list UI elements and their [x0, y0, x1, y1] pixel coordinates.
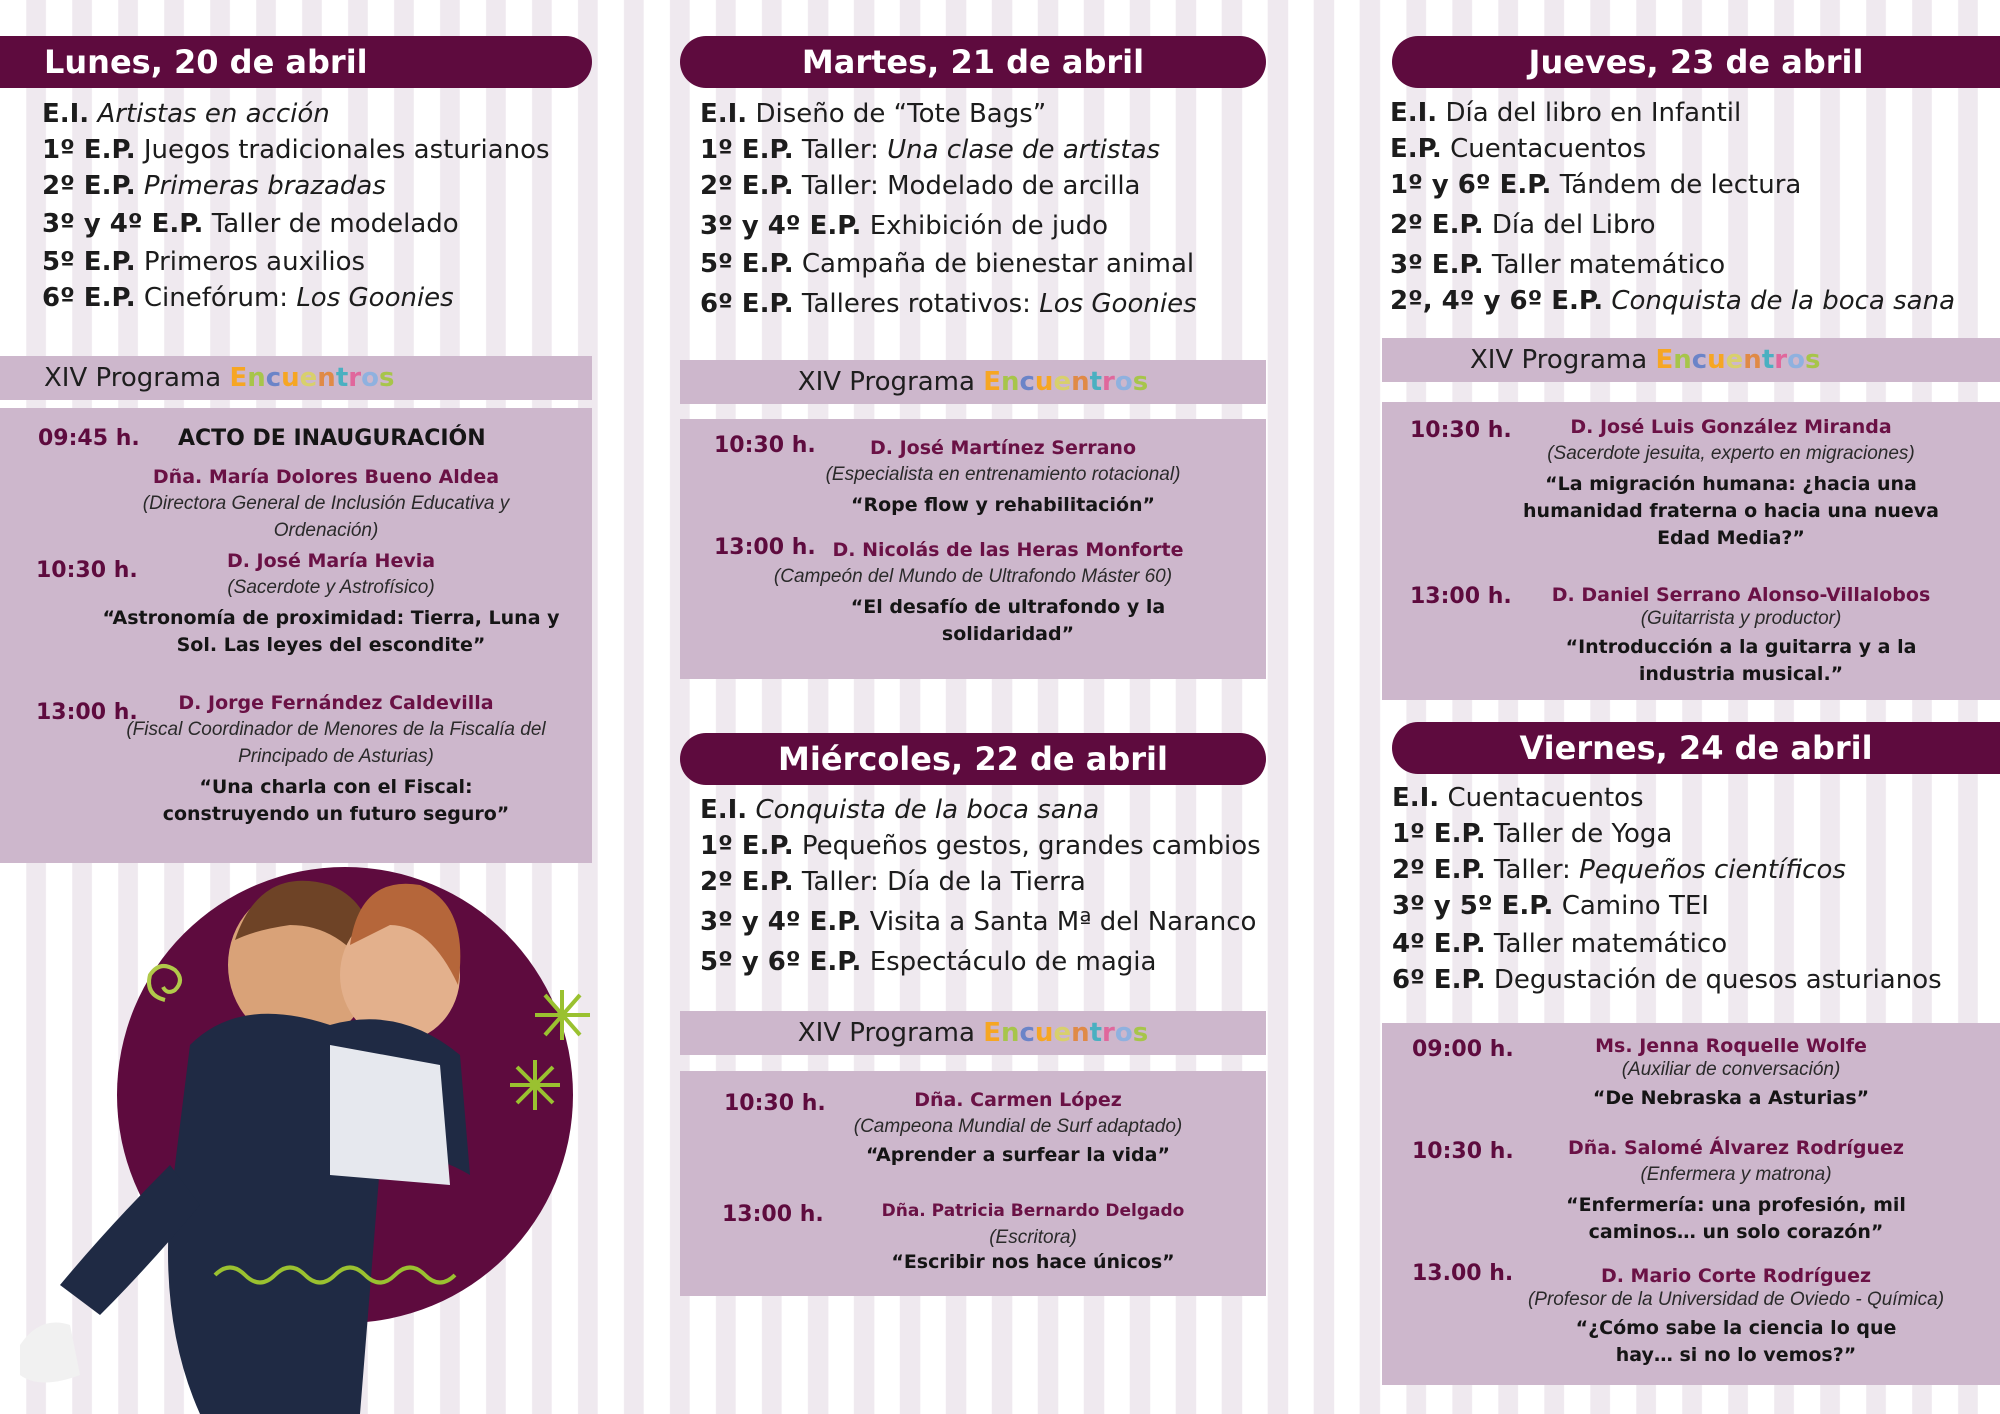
- talk-speaker: D. Nicolás de las Heras Monforte: [832, 539, 1184, 561]
- friday-activities: [1392, 780, 1942, 998]
- encuentros-word: Encuentros: [983, 367, 1149, 397]
- talk-title: “¿Cómo sabe la ciencia lo que hay… si no lo vemos?”: [1575, 1317, 1897, 1366]
- talk-title: “Rope flow y rehabilitación”: [850, 494, 1156, 516]
- talk-speaker: D. Daniel Serrano Alonso-Villalobos: [1551, 584, 1931, 606]
- talk-speaker: Dña. Salomé Álvarez Rodríguez: [1568, 1137, 1904, 1159]
- talk-speaker: D. José María Hevia: [226, 550, 436, 572]
- talk-speaker: Dña. Patricia Bernardo Delgado: [881, 1201, 1185, 1221]
- activity-item: 2º E.P. Taller: Día de la Tierra: [700, 867, 1086, 897]
- activity-item: 2º, 4º y 6º E.P. Conquista de la boca sana: [1390, 286, 1956, 316]
- talk-title: “Una charla con el Fiscal: construyendo un futuro seguro”: [162, 776, 510, 825]
- tuesday-talks-panel: [680, 419, 1266, 679]
- wednesday-heading: Miércoles, 22 de abril: [680, 733, 1266, 785]
- activity-item: E.I. Conquista de la boca sana: [700, 795, 1100, 825]
- talk-time: 13:00 h.: [722, 1202, 824, 1227]
- talk-time: 13:00 h.: [36, 700, 138, 725]
- thursday-talks-panel: [1382, 402, 2000, 700]
- activity-item: 5º E.P. Primeros auxilios: [42, 247, 366, 277]
- tuesday-heading: Martes, 21 de abril: [680, 36, 1266, 88]
- talk-role: (Especialista en entrenamiento rotacional): [825, 464, 1181, 485]
- talk-time: 09:00 h.: [1412, 1037, 1514, 1062]
- wednesday-activities: [700, 792, 1261, 980]
- monday-talks-panel: [0, 408, 592, 863]
- monday-activities: [42, 96, 550, 316]
- talk-title: “El desafío de ultrafondo y la solidaridad”: [850, 596, 1166, 645]
- talk-speaker: Dña. María Dolores Bueno Aldea: [152, 466, 500, 488]
- talk-speaker: D. Jorge Fernández Caldevilla: [178, 692, 494, 714]
- activity-item: E.P. Cuentacuentos: [1390, 134, 1647, 164]
- talk-speaker: D. José Luis González Miranda: [1570, 416, 1892, 438]
- activity-item: 1º E.P. Pequeños gestos, grandes cambios: [700, 831, 1261, 861]
- talk-speaker: D. José Martínez Serrano: [869, 437, 1137, 459]
- activity-item: 1º E.P. Taller: Una clase de artistas: [700, 135, 1161, 165]
- activity-item: 6º E.P. Talleres rotativos: Los Goonies: [700, 289, 1197, 319]
- talk-title: “Introducción a la guitarra y a la industria musical.”: [1565, 636, 1917, 685]
- talk-role: (Sacerdote jesuita, experto en migraciones): [1547, 443, 1915, 464]
- program-header: XIV Programa Encuentros: [680, 360, 1266, 404]
- talk-speaker: Ms. Jenna Roquelle Wolfe: [1595, 1035, 1867, 1057]
- program-header: XIV Programa Encuentros: [680, 1011, 1266, 1055]
- activity-item: 3º y 5º E.P. Camino TEI: [1392, 891, 1709, 921]
- talk-role: (Enfermera y matrona): [1640, 1164, 1832, 1185]
- friday-talks-panel: [1382, 1023, 2000, 1385]
- talk-role: (Guitarrista y productor): [1640, 608, 1842, 629]
- activity-item: 4º E.P. Taller matemático: [1392, 929, 1728, 959]
- activity-item: 2º E.P. Taller: Pequeños científicos: [1392, 855, 1846, 885]
- talk-role: (Campeón del Mundo de Ultrafondo Máster 60): [773, 566, 1173, 587]
- talk-title: “Aprender a surfear la vida”: [866, 1144, 1170, 1166]
- talk-role: (Fiscal Coordinador de Menores de la Fiscalía del Principado de Asturias): [126, 719, 546, 767]
- talk-role: (Auxiliar de conversación): [1621, 1059, 1841, 1080]
- program-header: XIV Programa Encuentros: [0, 356, 592, 400]
- talk-title: “Escribir nos hace únicos”: [891, 1251, 1175, 1273]
- children-photo: [0, 845, 592, 1414]
- activity-item: 6º E.P. Cinefórum: Los Goonies: [42, 283, 454, 313]
- monday-heading: Lunes, 20 de abril: [0, 36, 592, 88]
- talk-entry: [0, 418, 592, 541]
- activity-item: 1º E.P. Taller de Yoga: [1392, 819, 1673, 849]
- talk-headline: ACTO DE INAUGURACIÓN: [178, 426, 486, 451]
- thursday-activities: [1390, 95, 1955, 319]
- talk-title: “La migración humana: ¿hacia una humanidad fraterna o hacia una nueva Edad Media?”: [1523, 473, 1939, 549]
- activity-item: 3º y 4º E.P. Exhibición de judo: [700, 211, 1108, 241]
- activity-item: E.I. Artistas en acción: [42, 99, 330, 129]
- activity-item: 3º y 4º E.P. Taller de modelado: [42, 209, 459, 239]
- activity-item: E.I. Diseño de “Tote Bags”: [700, 99, 1047, 129]
- activity-item: 3º E.P. Taller matemático: [1390, 250, 1726, 280]
- activity-item: 1º y 6º E.P. Tándem de lectura: [1390, 170, 1802, 200]
- talk-title: “Astronomía de proximidad: Tierra, Luna y Sol. Las leyes del escondite”: [102, 607, 560, 656]
- activity-item: 5º y 6º E.P. Espectáculo de magia: [700, 947, 1157, 977]
- talk-title: “De Nebraska a Asturias”: [1592, 1087, 1870, 1109]
- wednesday-talks-panel: [680, 1071, 1266, 1296]
- activity-item: 6º E.P. Degustación de quesos asturianos: [1392, 965, 1942, 995]
- activity-item: 3º y 4º E.P. Visita a Santa Mª del Naranco: [700, 907, 1257, 937]
- talk-role: (Directora General de Inclusión Educativa y Ordenación): [142, 493, 510, 541]
- talk-speaker: D. Mario Corte Rodríguez: [1600, 1265, 1872, 1287]
- encuentros-word: Encuentros: [983, 1018, 1149, 1048]
- activity-item: 2º E.P. Primeras brazadas: [42, 171, 386, 201]
- activity-item: 5º E.P. Campaña de bienestar animal: [700, 249, 1195, 279]
- talk-time: 13.00 h.: [1412, 1261, 1514, 1286]
- talk-role: (Escritora): [989, 1227, 1077, 1248]
- activity-item: 1º E.P. Juegos tradicionales asturianos: [42, 135, 550, 165]
- encuentros-word: Encuentros: [229, 363, 395, 393]
- talk-speaker: Dña. Carmen López: [914, 1089, 1122, 1111]
- talk-role: (Campeona Mundial de Surf adaptado): [853, 1116, 1183, 1137]
- talk-time: 10:30 h.: [714, 433, 816, 458]
- talk-time: 10:30 h.: [1410, 418, 1512, 443]
- tuesday-activities: [700, 96, 1197, 322]
- friday-heading: Viernes, 24 de abril: [1392, 722, 2000, 774]
- talk-time: 09:45 h.: [38, 426, 140, 451]
- encuentros-word: Encuentros: [1655, 345, 1821, 375]
- program-header: XIV Programa Encuentros: [1382, 338, 2000, 382]
- activity-item: E.I. Cuentacuentos: [1392, 783, 1644, 813]
- thursday-heading: Jueves, 23 de abril: [1392, 36, 2000, 88]
- talk-time: 13:00 h.: [1410, 584, 1512, 609]
- activity-item: E.I. Día del libro en Infantil: [1390, 98, 1742, 128]
- activity-item: 2º E.P. Taller: Modelado de arcilla: [700, 171, 1141, 201]
- talk-time: 10:30 h.: [724, 1091, 826, 1116]
- talk-role: (Sacerdote y Astrofísico): [227, 577, 435, 598]
- activity-item: 2º E.P. Día del Libro: [1390, 210, 1656, 240]
- talk-time: 10:30 h.: [36, 558, 138, 583]
- talk-time: 10:30 h.: [1412, 1139, 1514, 1164]
- talk-time: 13:00 h.: [714, 535, 816, 560]
- talk-role: (Profesor de la Universidad de Oviedo - Química): [1527, 1289, 1945, 1310]
- talk-title: “Enfermería: una profesión, mil caminos… un solo corazón”: [1566, 1194, 1906, 1243]
